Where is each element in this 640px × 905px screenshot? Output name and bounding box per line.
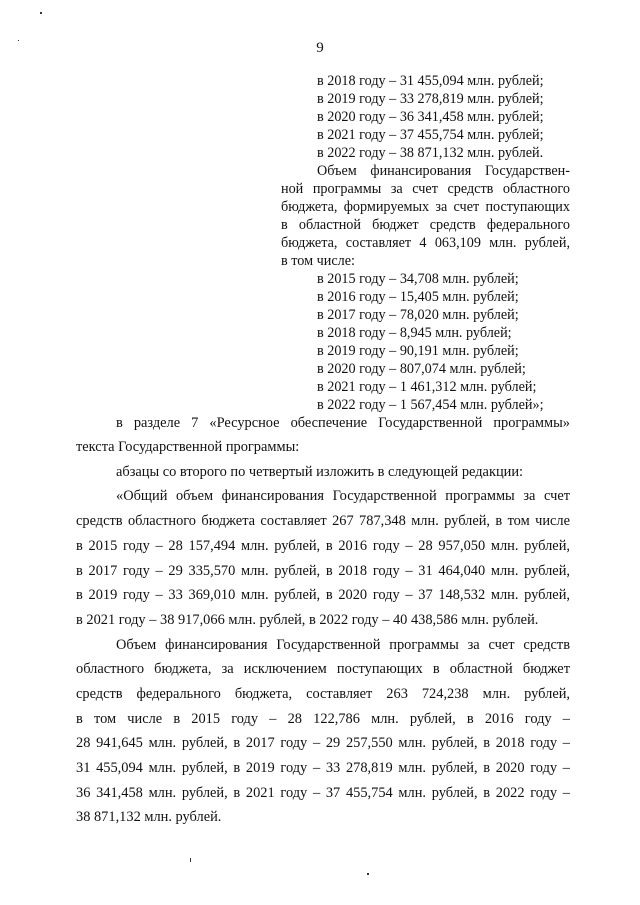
list-item: в 2022 году – 38 871,132 млн. рублей. bbox=[317, 145, 544, 161]
paragraph-line: в том числе: bbox=[281, 253, 355, 269]
paragraph-line: бюджета, формируемых за счет поступающих bbox=[281, 199, 570, 215]
scan-speck bbox=[367, 873, 369, 875]
paragraph-line: Объем финансирования Государствен- bbox=[317, 163, 570, 179]
paragraph-line: Объем финансирования Государственной программы за счет средств bbox=[116, 637, 570, 653]
scan-speck bbox=[18, 40, 19, 41]
paragraph-line: текста Государственной программы: bbox=[76, 439, 300, 455]
paragraph-line: областного бюджета, за исключением поступающих в областной бюджет bbox=[76, 661, 570, 677]
list-item: в 2018 году – 8,945 млн. рублей; bbox=[317, 325, 512, 341]
list-item: в 2015 году – 34,708 млн. рублей; bbox=[317, 271, 519, 287]
list-item: в 2016 году – 15,405 млн. рублей; bbox=[317, 289, 519, 305]
paragraph-line: средств федерального бюджета, составляет 263 724,238 млн. рублей, bbox=[76, 686, 570, 702]
page-number: 9 bbox=[316, 40, 324, 56]
paragraph-line: 28 941,645 млн. рублей, в 2017 году – 29 257,550 млн. рублей, в 2018 году – bbox=[76, 735, 570, 751]
paragraph-line: в 2021 году – 38 917,066 млн. рублей, в 2022 году – 40 438,586 млн. рублей. bbox=[76, 612, 539, 628]
paragraph-line: средств областного бюджета составляет 267 787,348 млн. рублей, в том числе bbox=[76, 513, 570, 529]
paragraph-line: абзацы со второго по четвертый изложить в следующей редакции: bbox=[116, 464, 524, 480]
list-item: в 2018 году – 31 455,094 млн. рублей; bbox=[317, 73, 544, 89]
list-item: в 2022 году – 1 567,454 млн. рублей»; bbox=[317, 397, 544, 413]
paragraph-line: «Общий объем финансирования Государственной программы за счет bbox=[116, 488, 570, 504]
list-item: в 2020 году – 807,074 млн. рублей; bbox=[317, 361, 526, 377]
paragraph-line: ной программы за счет средств областного bbox=[281, 181, 570, 197]
paragraph-line: 31 455,094 млн. рублей, в 2019 году – 33 278,819 млн. рублей, в 2020 году – bbox=[76, 760, 570, 776]
paragraph-line: в 2017 году – 29 335,570 млн. рублей, в 2018 году – 31 464,040 млн. рублей, bbox=[76, 563, 570, 579]
paragraph-line: в 2015 году – 28 157,494 млн. рублей, в 2016 году – 28 957,050 млн. рублей, bbox=[76, 538, 570, 554]
scan-speck bbox=[190, 858, 191, 862]
paragraph-line: в 2019 году – 33 369,010 млн. рублей, в 2020 году – 37 148,532 млн. рублей, bbox=[76, 587, 570, 603]
paragraph-line: бюджета, составляет 4 063,109 млн. рублей, bbox=[281, 235, 570, 251]
list-item: в 2019 году – 90,191 млн. рублей; bbox=[317, 343, 519, 359]
list-item: в 2019 году – 33 278,819 млн. рублей; bbox=[317, 91, 544, 107]
paragraph-line: в областной бюджет средств федерального bbox=[281, 217, 570, 233]
list-item: в 2020 году – 36 341,458 млн. рублей; bbox=[317, 109, 544, 125]
paragraph-line: в том числе в 2015 году – 28 122,786 млн. рублей, в 2016 году – bbox=[76, 711, 570, 727]
paragraph-line: 36 341,458 млн. рублей, в 2021 году – 37 455,754 млн. рублей, в 2022 году – bbox=[76, 785, 570, 801]
list-item: в 2021 году – 37 455,754 млн. рублей; bbox=[317, 127, 544, 143]
paragraph-line: 38 871,132 млн. рублей. bbox=[76, 809, 222, 825]
list-item: в 2021 году – 1 461,312 млн. рублей; bbox=[317, 379, 537, 395]
paragraph-line: в разделе 7 «Ресурсное обеспечение Государственной программы» bbox=[116, 415, 570, 431]
list-item: в 2017 году – 78,020 млн. рублей; bbox=[317, 307, 519, 323]
scan-speck bbox=[40, 12, 42, 14]
